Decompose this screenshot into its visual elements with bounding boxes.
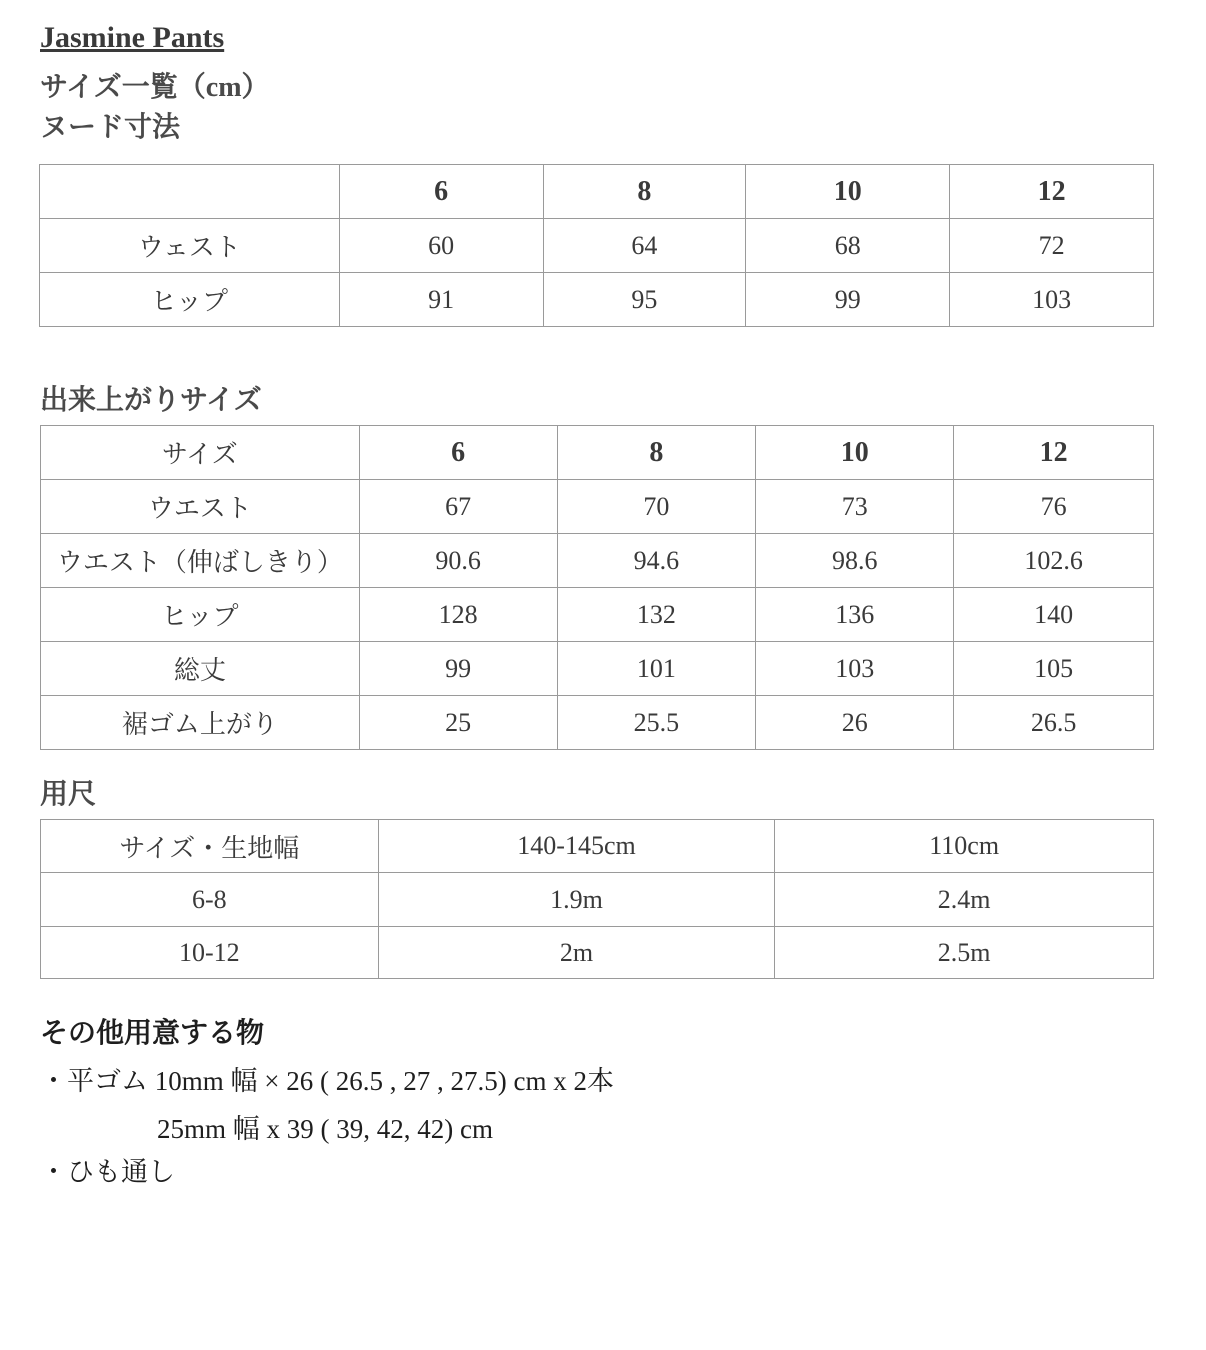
table-cell: 101 — [557, 642, 756, 696]
table-cell: 2.5m — [775, 927, 1154, 979]
yardage-heading: 用尺 — [40, 779, 97, 810]
nude-size-table — [39, 164, 1154, 327]
table-cell: 25.5 — [557, 696, 756, 750]
table-cell: 73 — [756, 480, 954, 534]
row-label: 裾ゴム上がり — [41, 696, 360, 750]
elastic-item-line: ・平ゴム 10mm 幅 × 26 ( 26.5 , 27 , 27.5) cm x 2本 — [40, 1066, 614, 1096]
table-cell: 26 — [756, 696, 954, 750]
table-cell: 136 — [756, 588, 954, 642]
table-row — [41, 696, 1154, 750]
other-items-heading: その他用意する物 — [40, 1018, 265, 1049]
table-cell: 91 — [339, 273, 543, 327]
header-cell: 110cm — [775, 820, 1154, 873]
header-cell: 6 — [339, 165, 543, 219]
table-cell: 76 — [954, 480, 1154, 534]
table-cell: 98.6 — [756, 534, 954, 588]
table-cell: 70 — [557, 480, 756, 534]
header-cell: 8 — [557, 426, 756, 480]
table-row — [41, 588, 1154, 642]
table-cell: 25 — [359, 696, 557, 750]
table-cell: 72 — [950, 219, 1154, 273]
row-label: 総丈 — [41, 642, 360, 696]
header-cell: 12 — [950, 165, 1154, 219]
table-cell: 2m — [378, 927, 775, 979]
table-header-row — [41, 426, 1154, 480]
page-title: Jasmine Pants — [40, 21, 225, 54]
table-row — [40, 219, 1154, 273]
table-cell: 103 — [756, 642, 954, 696]
row-label: ウエスト — [41, 480, 360, 534]
header-cell: 140-145cm — [378, 820, 775, 873]
header-cell: 8 — [543, 165, 746, 219]
row-label: ウエスト（伸ばしきり） — [41, 534, 360, 588]
header-cell: サイズ — [41, 426, 360, 480]
table-row — [41, 873, 1154, 927]
header-cell: 6 — [359, 426, 557, 480]
table-row — [41, 642, 1154, 696]
nude-size-heading: ヌード寸法 — [40, 112, 181, 143]
table-cell: 99 — [746, 273, 950, 327]
finished-size-heading: 出来上がりサイズ — [40, 385, 262, 416]
table-row — [40, 273, 1154, 327]
size-list-heading: サイズ一覧（cm） — [40, 72, 270, 103]
table-row — [41, 927, 1154, 979]
header-cell: 12 — [954, 426, 1154, 480]
row-label: ヒップ — [41, 588, 360, 642]
table-header-row — [40, 165, 1154, 219]
row-label: 10-12 — [41, 927, 379, 979]
row-label: ヒップ — [40, 273, 340, 327]
yardage-table — [40, 819, 1154, 979]
table-cell: 140 — [954, 588, 1154, 642]
header-cell: 10 — [746, 165, 950, 219]
bodkin-item-line: ・ひも通し — [40, 1157, 175, 1187]
table-cell: 60 — [339, 219, 543, 273]
finished-size-table — [40, 425, 1154, 750]
table-cell: 102.6 — [954, 534, 1154, 588]
row-label: ウェスト — [40, 219, 340, 273]
table-cell: 1.9m — [378, 873, 775, 927]
table-cell: 26.5 — [954, 696, 1154, 750]
table-header-row — [41, 820, 1154, 873]
table-cell: 2.4m — [775, 873, 1154, 927]
header-cell: サイズ・生地幅 — [41, 820, 379, 873]
table-cell: 105 — [954, 642, 1154, 696]
row-label: 6-8 — [41, 873, 379, 927]
header-cell: 10 — [756, 426, 954, 480]
table-cell: 99 — [359, 642, 557, 696]
elastic-item-line-2: 25mm 幅 x 39 ( 39, 42, 42) cm — [157, 1114, 493, 1144]
table-cell: 128 — [359, 588, 557, 642]
header-cell — [40, 165, 340, 219]
table-cell: 132 — [557, 588, 756, 642]
table-cell: 64 — [543, 219, 746, 273]
table-row — [41, 534, 1154, 588]
table-cell: 103 — [950, 273, 1154, 327]
table-row — [41, 480, 1154, 534]
table-cell: 68 — [746, 219, 950, 273]
table-cell: 95 — [543, 273, 746, 327]
table-cell: 90.6 — [359, 534, 557, 588]
table-cell: 94.6 — [557, 534, 756, 588]
table-cell: 67 — [359, 480, 557, 534]
